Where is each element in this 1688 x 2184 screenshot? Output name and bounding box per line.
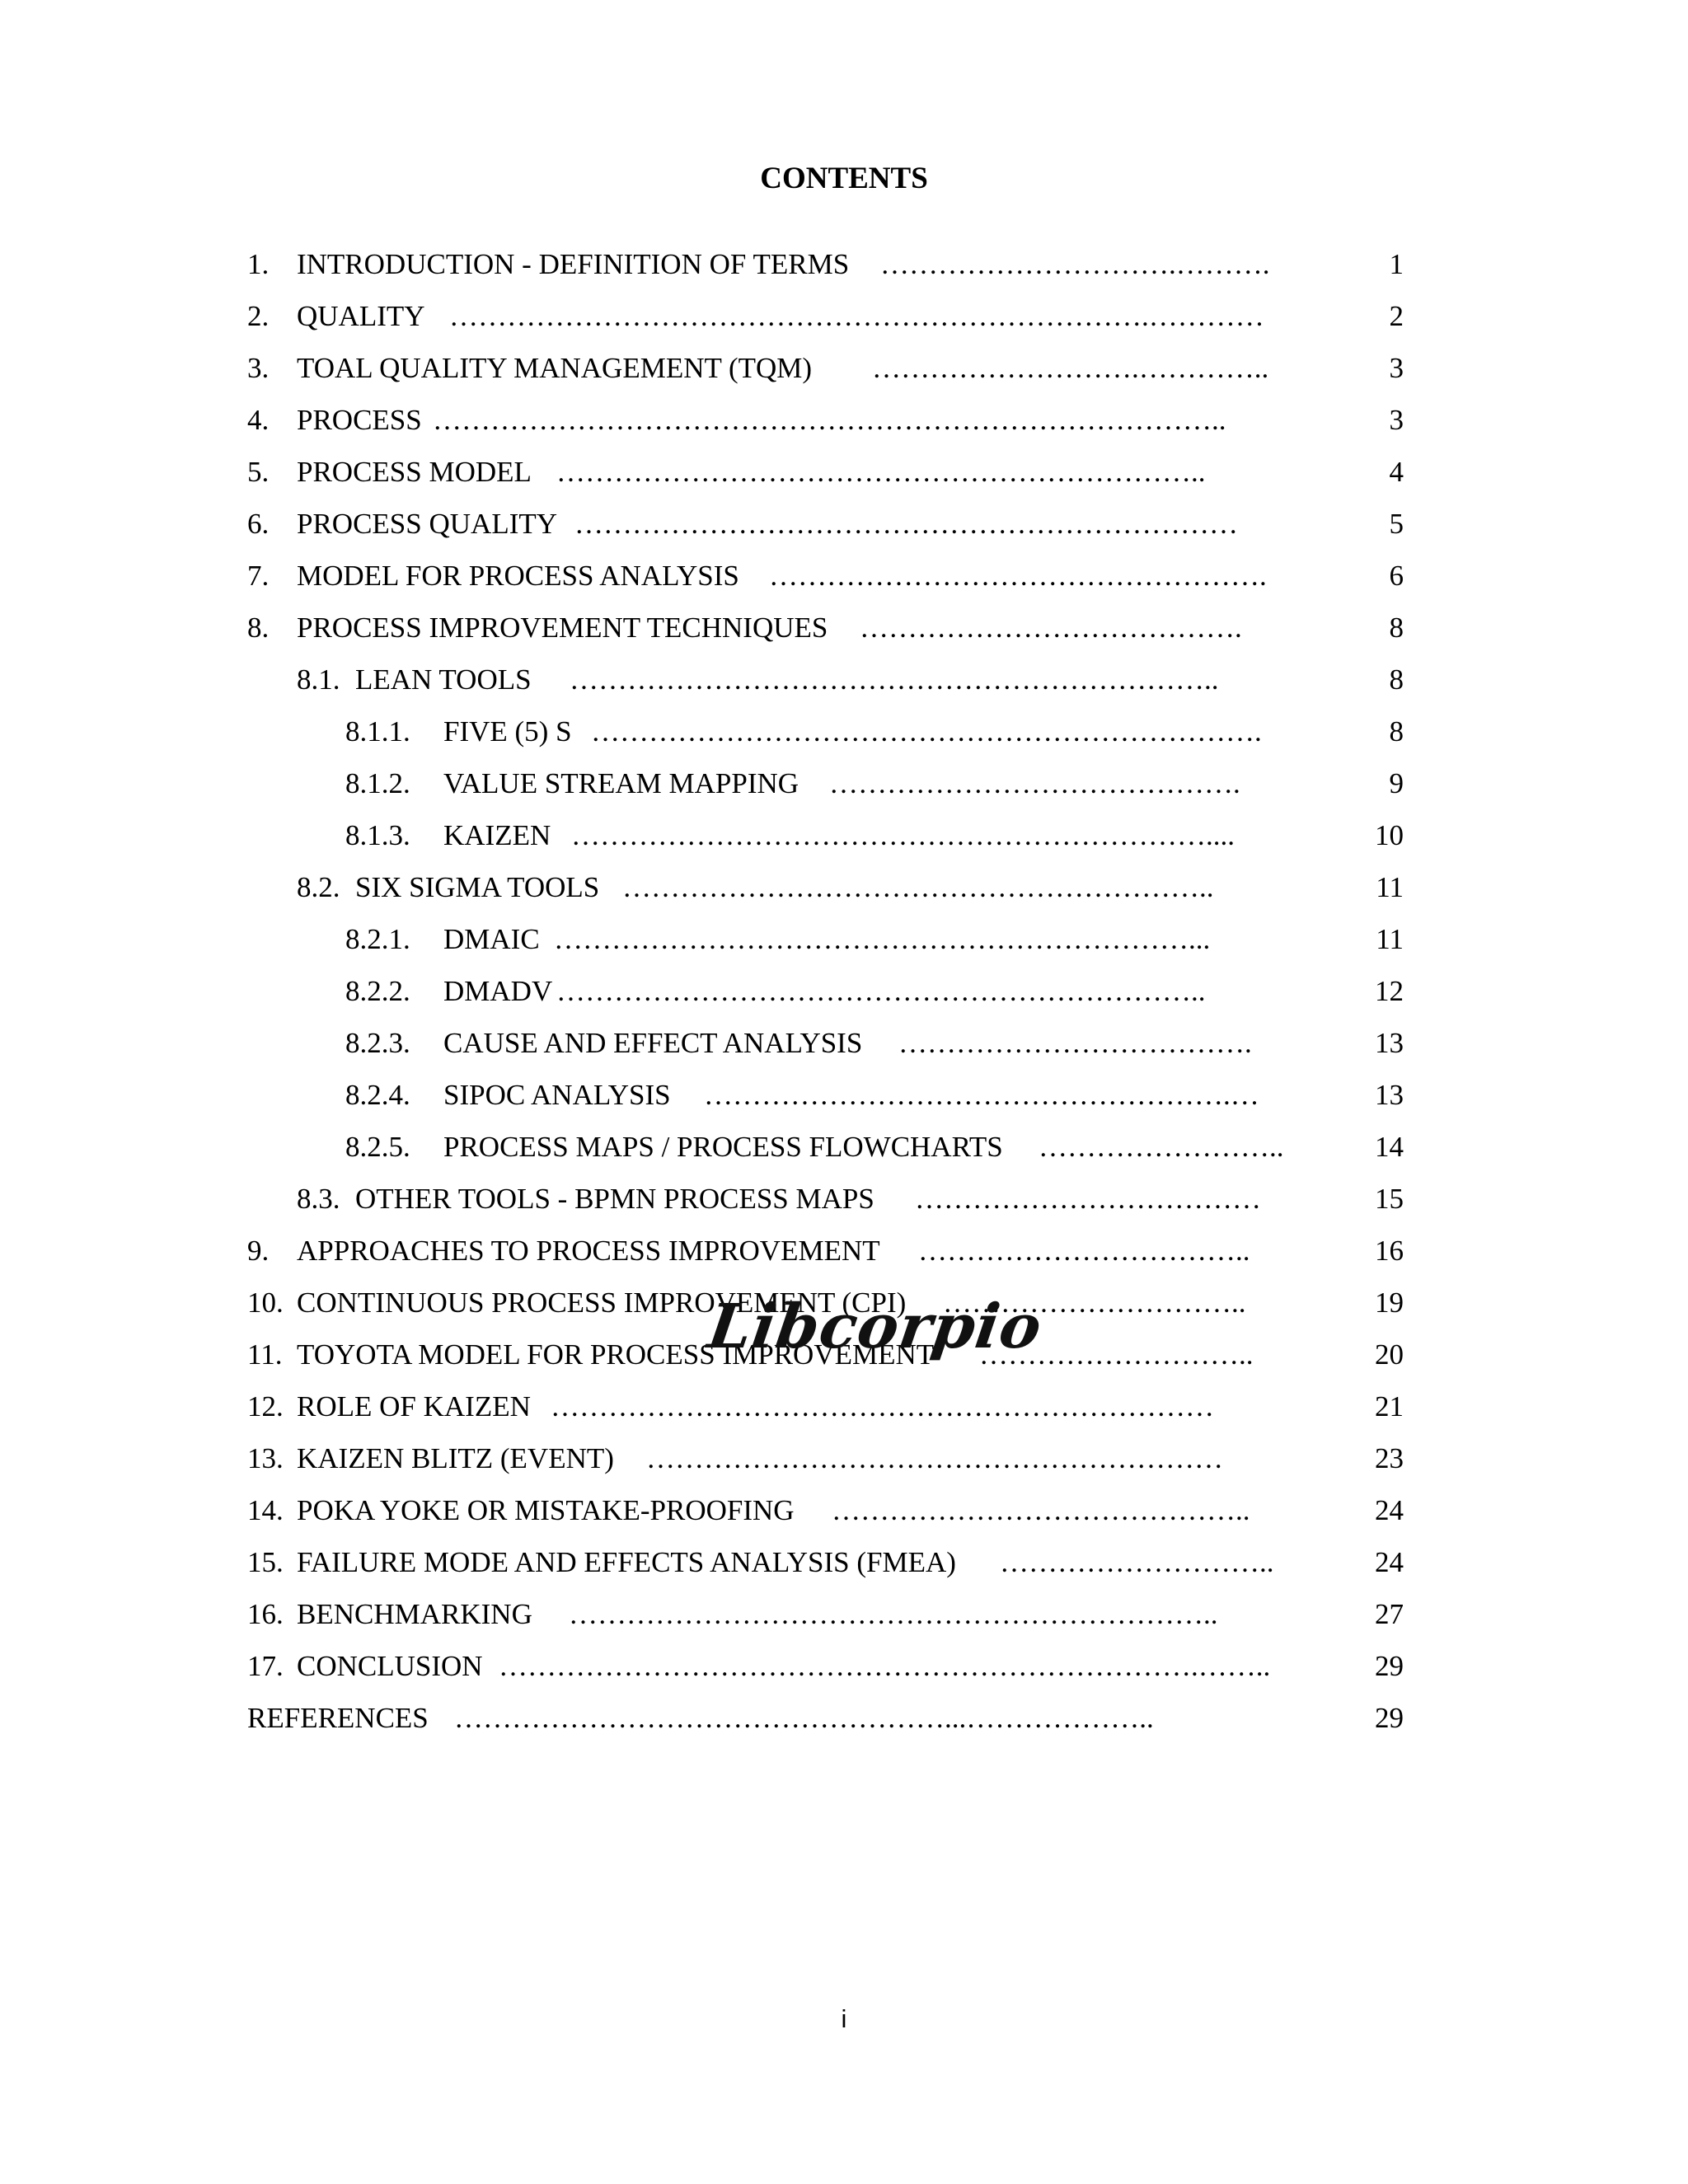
entry-number: 8.1.	[297, 663, 340, 696]
entry-number: 9.	[247, 1235, 270, 1267]
entry-page: 4	[1389, 456, 1404, 488]
leader-dots: ………………………..	[979, 1338, 1254, 1371]
entry-page: 14	[1375, 1131, 1404, 1163]
entry-title: APPROACHES TO PROCESS IMPROVEMENT	[297, 1235, 880, 1267]
entry-title: REFERENCES	[247, 1702, 429, 1734]
contents-title: CONTENTS	[760, 162, 928, 195]
entry-title: CAUSE AND EFFECT ANALYSIS	[443, 1027, 863, 1059]
entry-title: DMADV	[443, 975, 553, 1007]
entry-page: 8	[1389, 715, 1404, 748]
leader-dots: ………………………………….	[860, 612, 1242, 644]
leader-dots: ……………………………………………………	[646, 1442, 1223, 1474]
toc-entry	[0, 1438, 1688, 1490]
entry-title: PROCESS IMPROVEMENT TECHNIQUES	[297, 612, 828, 644]
toc-entry	[0, 1127, 1688, 1179]
entry-title: LEAN TOOLS	[355, 663, 532, 696]
entry-number: 7.	[247, 560, 270, 592]
entry-page: 8	[1389, 663, 1404, 696]
entry-number: 8.2.	[297, 871, 340, 903]
entry-page: 9	[1389, 767, 1404, 799]
entry-number: 5.	[247, 456, 270, 488]
toc-entry	[0, 1386, 1688, 1438]
entry-title: CONTINUOUS PROCESS IMPROVEMENT (CPI)	[297, 1286, 907, 1319]
entry-page: 24	[1375, 1546, 1404, 1578]
toc-entry	[0, 867, 1688, 919]
entry-page: 20	[1375, 1338, 1404, 1371]
toc-entry	[0, 919, 1688, 971]
toc-entry	[0, 1542, 1688, 1594]
leader-dots: …………………………………………….	[769, 560, 1267, 592]
toc-entry	[0, 400, 1688, 452]
toc-entry	[0, 711, 1688, 763]
entry-number: 14.	[247, 1494, 284, 1526]
entry-number: 8.2.3.	[345, 1027, 410, 1059]
leader-dots: …………………………………………………………....	[571, 819, 1235, 851]
entry-page: 27	[1375, 1598, 1404, 1630]
leader-dots: …………………………………………………………..	[569, 1598, 1218, 1630]
entry-number: 16.	[247, 1598, 284, 1630]
watermark-logo: Libcorpio	[703, 1291, 1047, 1362]
entry-page: 5	[1389, 508, 1404, 540]
toc-entry	[0, 1698, 1688, 1750]
toc-entry	[0, 1023, 1688, 1075]
entry-title: PROCESS MODEL	[297, 456, 532, 488]
entry-title: INTRODUCTION - DEFINITION OF TERMS	[297, 248, 850, 280]
toc-entry	[0, 452, 1688, 504]
entry-number: 8.2.5.	[345, 1131, 410, 1163]
entry-number: 6.	[247, 508, 270, 540]
entry-number: 1.	[247, 248, 270, 280]
entry-page: 21	[1375, 1390, 1404, 1422]
entry-page: 29	[1375, 1650, 1404, 1682]
leader-dots: ……………………………………………………………	[551, 1390, 1214, 1422]
entry-page: 13	[1375, 1079, 1404, 1111]
entry-page: 1	[1389, 248, 1404, 280]
page-number-footer: i	[841, 2004, 847, 2033]
entry-page: 24	[1375, 1494, 1404, 1526]
entry-page: 11	[1376, 923, 1404, 955]
leader-dots: …………………………..	[943, 1286, 1246, 1319]
toc-entry	[0, 763, 1688, 815]
entry-page: 8	[1389, 612, 1404, 644]
entry-title: PROCESS	[297, 404, 422, 436]
entry-title: VALUE STREAM MAPPING	[443, 767, 799, 799]
entry-title: QUALITY	[297, 300, 425, 332]
entry-title: POKA YOKE OR MISTAKE-PROOFING	[297, 1494, 795, 1526]
entry-title: TOYOTA MODEL FOR PROCESS IMPROVEMENT	[297, 1338, 935, 1371]
toc-entry	[0, 1594, 1688, 1646]
leader-dots: ……………………………………………………………….……..	[499, 1650, 1271, 1682]
entry-page: 29	[1375, 1702, 1404, 1734]
entry-title: SIPOC ANALYSIS	[443, 1079, 671, 1111]
entry-title: KAIZEN	[443, 819, 551, 851]
entry-page: 19	[1375, 1286, 1404, 1319]
leader-dots: ……………………………….	[898, 1027, 1252, 1059]
leader-dots: …………………………………….	[829, 767, 1240, 799]
leader-dots: ………………………………	[915, 1183, 1261, 1215]
entry-number: 10.	[247, 1286, 284, 1319]
entry-number: 8.3.	[297, 1183, 340, 1215]
toc-entry	[0, 1075, 1688, 1127]
entry-number: 8.1.1.	[345, 715, 410, 748]
toc-entry	[0, 1490, 1688, 1542]
leader-dots: ……………………….…………..	[872, 352, 1269, 384]
leader-dots: …………………………………………………………..	[570, 663, 1219, 696]
toc-entry	[0, 607, 1688, 659]
entry-page: 6	[1389, 560, 1404, 592]
leader-dots: …………………………………………………………..	[556, 975, 1206, 1007]
entry-page: 12	[1375, 975, 1404, 1007]
entry-page: 13	[1375, 1027, 1404, 1059]
toc-entry	[0, 1230, 1688, 1282]
entry-number: 8.2.2.	[345, 975, 410, 1007]
entry-number: 3.	[247, 352, 270, 384]
entry-page: 23	[1375, 1442, 1404, 1474]
leader-dots: ……………………………………………….…	[704, 1079, 1259, 1111]
leader-dots: ……………………………………………………………	[574, 508, 1238, 540]
entry-page: 16	[1375, 1235, 1404, 1267]
entry-number: 13.	[247, 1442, 284, 1474]
entry-title: ROLE OF KAIZEN	[297, 1390, 531, 1422]
entry-title: FAILURE MODE AND EFFECTS ANALYSIS (FMEA)	[297, 1546, 956, 1578]
leader-dots: ……………………………………………...………………..	[454, 1702, 1154, 1734]
entry-number: 8.1.3.	[345, 819, 410, 851]
toc-entry	[0, 504, 1688, 555]
toc-entry	[0, 659, 1688, 711]
entry-title: PROCESS QUALITY	[297, 508, 558, 540]
entry-number: 12.	[247, 1390, 284, 1422]
toc-entry	[0, 348, 1688, 400]
leader-dots: …………………………………………………………..	[556, 456, 1206, 488]
entry-title: CONCLUSION	[297, 1650, 483, 1682]
entry-title: PROCESS MAPS / PROCESS FLOWCHARTS	[443, 1131, 1003, 1163]
entry-number: 11.	[247, 1338, 283, 1371]
leader-dots: ………………………………………………………………………..	[433, 404, 1226, 436]
leader-dots: ……………………..	[1039, 1131, 1284, 1163]
entry-number: 8.1.2.	[345, 767, 410, 799]
entry-title: TOAL QUALITY MANAGEMENT (TQM)	[297, 352, 813, 384]
leader-dots: ……………………………..	[918, 1235, 1250, 1267]
leader-dots: ……………………………………………………..	[622, 871, 1214, 903]
entry-number: 4.	[247, 404, 270, 436]
toc-entry	[0, 815, 1688, 867]
toc-entry	[0, 296, 1688, 348]
entry-page: 3	[1389, 352, 1404, 384]
entry-page: 2	[1389, 300, 1404, 332]
entry-title: MODEL FOR PROCESS ANALYSIS	[297, 560, 739, 592]
entry-page: 10	[1375, 819, 1404, 851]
entry-number: 8.	[247, 612, 270, 644]
entry-number: 15.	[247, 1546, 284, 1578]
toc-entry	[0, 971, 1688, 1023]
toc-entry	[0, 1179, 1688, 1230]
entry-number: 8.2.1.	[345, 923, 410, 955]
entry-title: FIVE (5) S	[443, 715, 572, 748]
toc-entry	[0, 244, 1688, 296]
entry-title: KAIZEN BLITZ (EVENT)	[297, 1442, 614, 1474]
entry-title: SIX SIGMA TOOLS	[355, 871, 600, 903]
leader-dots: …………………………………………………………….	[591, 715, 1262, 748]
leader-dots: ………………………..	[1000, 1546, 1274, 1578]
entry-number: 17.	[247, 1650, 284, 1682]
toc-entry	[0, 555, 1688, 607]
entry-page: 15	[1375, 1183, 1404, 1215]
entry-title: BENCHMARKING	[297, 1598, 532, 1630]
toc-entry	[0, 1646, 1688, 1698]
entry-number: 2.	[247, 300, 270, 332]
entry-title: OTHER TOOLS - BPMN PROCESS MAPS	[355, 1183, 874, 1215]
entry-title: DMAIC	[443, 923, 540, 955]
leader-dots: …………………………………………………………...	[554, 923, 1211, 955]
leader-dots: ……………………………………..	[832, 1494, 1250, 1526]
leader-dots: ……………………………………………………………….…………	[449, 300, 1264, 332]
entry-page: 11	[1376, 871, 1404, 903]
leader-dots: ………………………….……….	[880, 248, 1270, 280]
entry-page: 3	[1389, 404, 1404, 436]
entry-number: 8.2.4.	[345, 1079, 410, 1111]
